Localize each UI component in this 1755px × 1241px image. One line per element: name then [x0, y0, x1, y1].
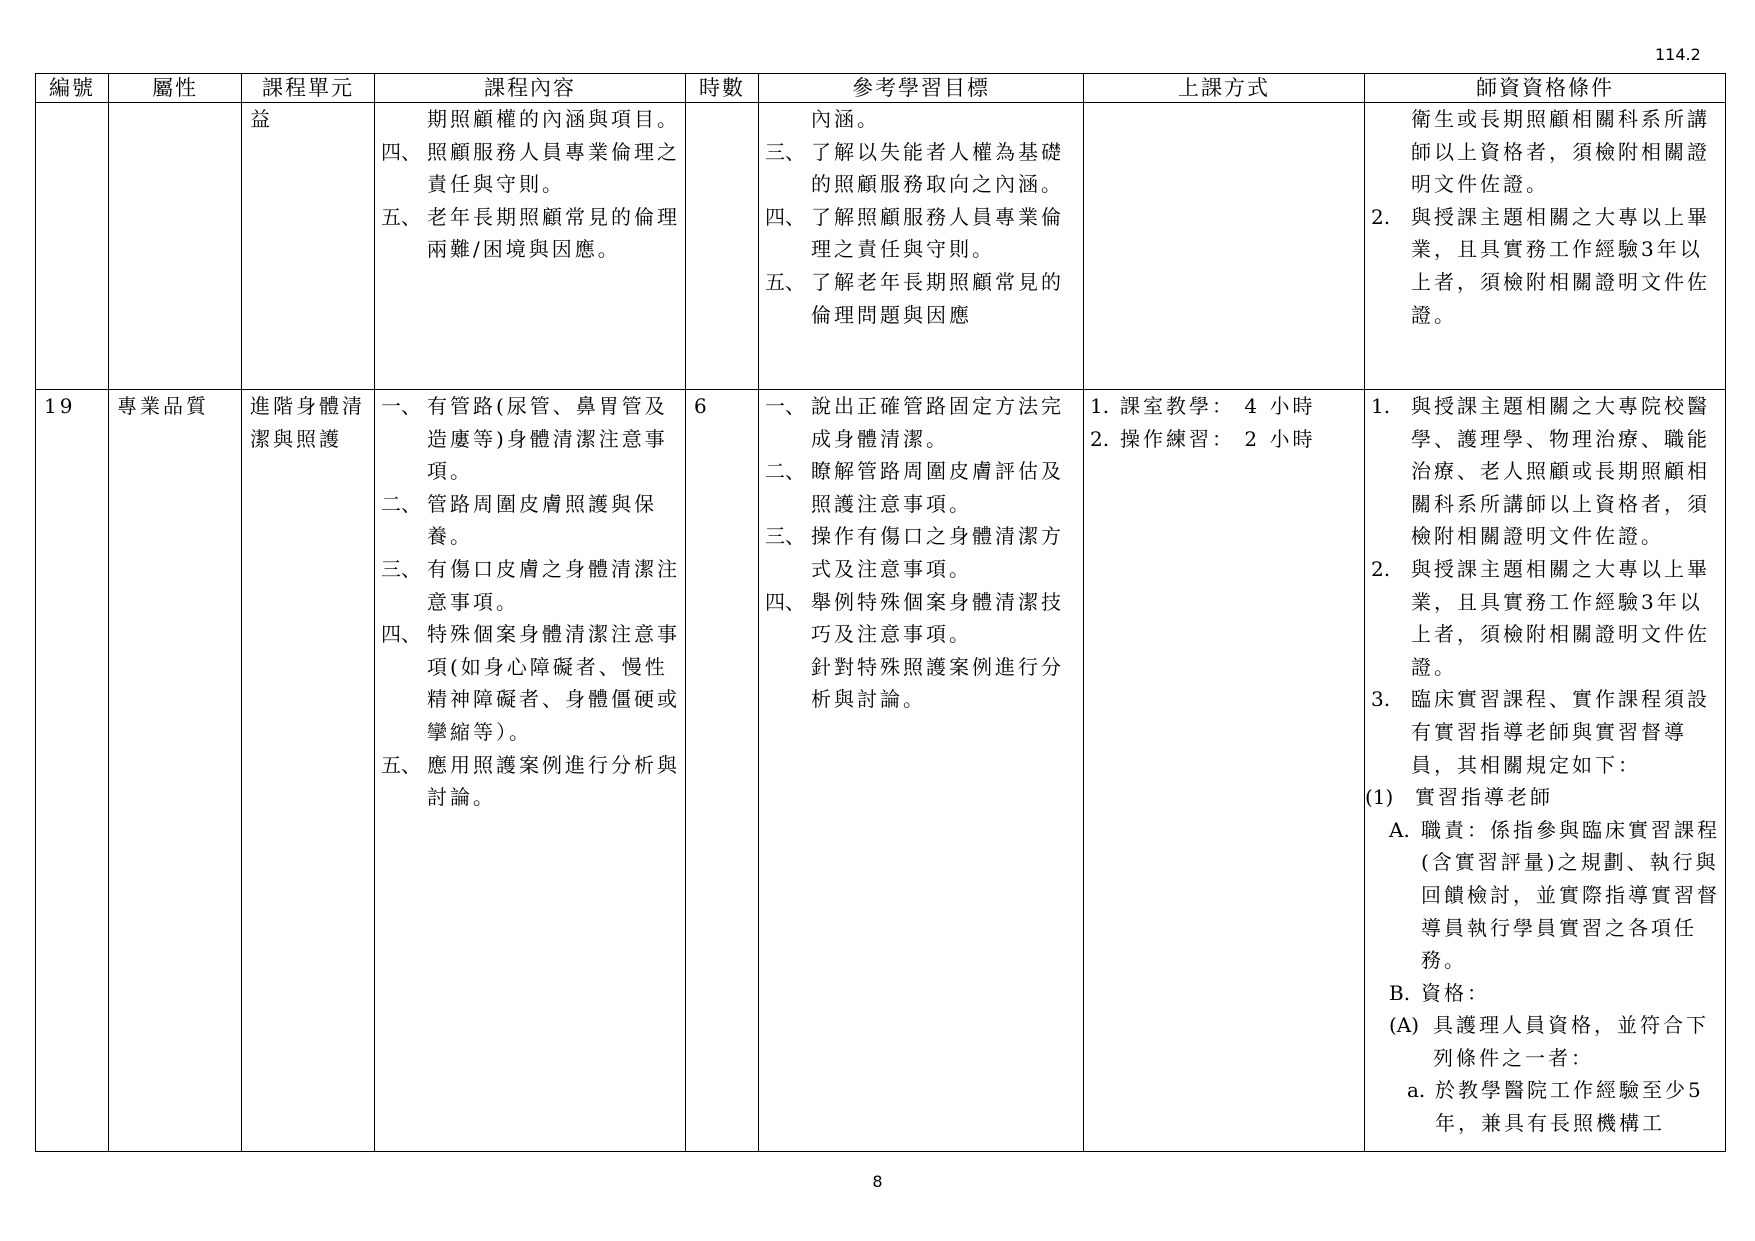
header-attribute: 屬性 [109, 74, 242, 103]
header-methods: 上課方式 [1084, 74, 1365, 103]
list-item: 2. 與授課主題相關之大專以上畢業，且具實務工作經驗3年以上者，須檢附相關證明文件佐證。 [1371, 556, 1710, 679]
header-number: 編號 [36, 74, 109, 103]
header-qualifications: 師資資格條件 [1365, 74, 1726, 103]
list-item: A. 職責：係指參與臨床實習課程(含實習評量)之規劃、執行與回饋檢討，並實際指導實習督導員執行學員實習之各項任務。 [1389, 817, 1720, 973]
list-item: 二、 管路周圍皮膚照護與保養。 [381, 491, 657, 549]
list-item: 三、 操作有傷口之身體清潔方式及注意事項。 [765, 524, 1064, 581]
header-row [36, 74, 1726, 103]
list-item: 衛生或長期照顧相關科系所講師以上資格者，須檢附相關證明文件佐證。 [1411, 107, 1710, 197]
list-item: 二、 瞭解管路周圍皮膚評估及照護注意事項。 [765, 459, 1064, 516]
cell-hours: 6 [686, 390, 759, 1152]
document-version: 114.2 [1655, 45, 1701, 64]
cell-content [375, 390, 686, 1152]
list-item: 內涵。 [811, 107, 880, 131]
list-item: 2. 操作練習： 2 小時 [1090, 426, 1316, 451]
list-item: 五、 老年長期照顧常見的倫理兩難/困境與因應。 [381, 204, 680, 262]
cell-hours [686, 103, 759, 390]
list-item: 三、 有傷口皮膚之身體清潔注意事項。 [381, 556, 680, 614]
list-item: (1) 實習指導老師 [1365, 785, 1553, 810]
header-goals: 參考學習目標 [759, 74, 1084, 103]
list-item: 一、 有管路(尿管、鼻胃管及造廔等)身體清潔注意事項。 [381, 394, 668, 484]
cell-unit: 進階身體清潔與照護 [242, 390, 375, 1152]
cell-methods [1084, 390, 1365, 1152]
cell-goals [759, 390, 1084, 1152]
unit-text: 益 [250, 107, 273, 131]
cell-content [375, 103, 686, 390]
cell-attribute: 專業品質 [109, 390, 242, 1152]
cell-number [36, 103, 109, 390]
table-row [36, 390, 1726, 1152]
course-table [35, 73, 1726, 1152]
list-item: 四、 特殊個案身體清潔注意事項(如身心障礙者、慢性精神障礙者、身體僵硬或攣縮等）。 [381, 622, 680, 744]
table-row [36, 103, 1726, 390]
list-item: 五、 應用照護案例進行分析與討論。 [381, 752, 680, 810]
header-content: 課程內容 [375, 74, 686, 103]
page-number: 8 [872, 1172, 883, 1191]
list-item: 2. 與授課主題相關之大專以上畢業，且具實務工作經驗3年以上者，須檢附相關證明文件佐證。 [1371, 204, 1710, 327]
list-item: a. 於教學醫院工作經驗至少5年，兼具有長照機構工 [1407, 1078, 1704, 1136]
list-item: B. 資格： [1389, 980, 1490, 1005]
list-item: (A) 具護理人員資格，並符合下列條件之一者： [1389, 1013, 1709, 1070]
cell-number: 19 [36, 390, 109, 1152]
cell-unit [242, 103, 375, 390]
list-item: 四、 照顧服務人員專業倫理之責任與守則。 [381, 139, 680, 197]
list-item: 三、 了解以失能者人權為基礎的照顧服務取向之內涵。 [765, 139, 1064, 197]
cell-goals [759, 103, 1084, 390]
header-unit: 課程單元 [242, 74, 375, 103]
list-item: 四、 舉例特殊個案身體清潔技巧及注意事項。 [765, 589, 1064, 647]
cell-attribute [109, 103, 242, 390]
list-item: 五、 了解老年長期照顧常見的倫理問題與因應 [765, 269, 1064, 327]
list-item: 1. 與授課主題相關之大專院校醫學、護理學、物理治療、職能治療、老人照顧或長期照顧相關科系所講師以上資格者，須檢附相關證明文件佐證。 [1371, 394, 1710, 549]
header-hours: 時數 [686, 74, 759, 103]
list-item: 期照顧權的內涵與項目。 [427, 107, 680, 131]
list-item: 針對特殊照護案例進行分析與討論。 [811, 654, 1064, 712]
cell-qualifications [1365, 103, 1726, 390]
list-item: 1. 課室教學： 4 小時 [1090, 394, 1316, 418]
cell-qualifications [1365, 390, 1726, 1152]
list-item: 四、 了解照顧服務人員專業倫理之責任與守則。 [765, 204, 1064, 262]
list-item: 一、 說出正確管路固定方法完成身體清潔。 [765, 394, 1064, 451]
list-item: 3. 臨床實習課程、實作課程須設有實習指導老師與實習督導員，其相關規定如下： [1371, 687, 1710, 777]
cell-methods [1084, 103, 1365, 390]
